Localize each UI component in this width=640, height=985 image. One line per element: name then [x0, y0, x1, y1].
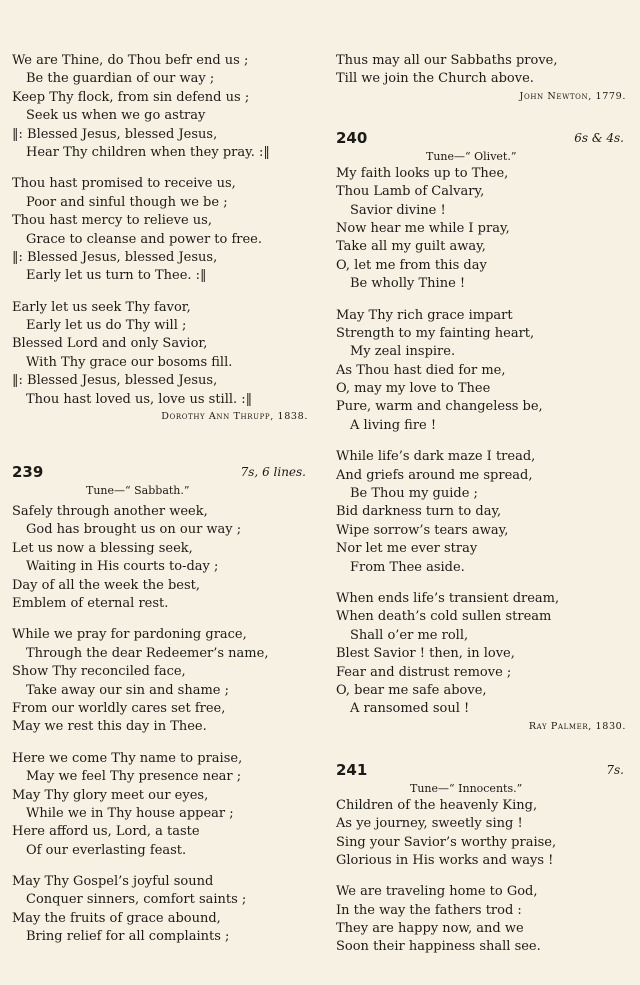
tune-name: Tune—“ Sabbath.”: [86, 484, 190, 498]
verse-line: Bid darkness turn to day,: [336, 504, 502, 520]
verse-line: ‖: Blessed Jesus, blessed Jesus,: [12, 373, 218, 389]
verse-line: Be the guardian of our way ;: [26, 71, 215, 87]
hymn-239-header: [12, 461, 308, 483]
tune-name: Tune—“ Innocents.”: [410, 781, 523, 795]
hymn-238-stanza-2: [12, 175, 308, 285]
verse-line: While life’s dark maze I tread,: [336, 449, 536, 465]
verse-line: While we pray for pardoning grace,: [12, 627, 247, 643]
verse-line: Waiting in His courts to-day ;: [26, 559, 219, 575]
hymn-239-stanza-2: [12, 626, 308, 736]
verse-line: Grace to cleanse and power to free.: [26, 231, 263, 247]
right-column: [336, 52, 626, 957]
hymn-meter: 7s, 6 lines.: [240, 465, 306, 480]
hymn-meter: 7s.: [606, 762, 624, 777]
hymn-240-stanza-2: [336, 307, 626, 436]
verse-line: Safely through another week,: [12, 504, 208, 520]
verse-line: A ransomed soul !: [350, 701, 470, 717]
verse-line: Till we join the Church above.: [336, 71, 534, 87]
verse-line: ‖: Blessed Jesus, blessed Jesus,: [12, 126, 218, 142]
verse-line: Be wholly Thine !: [350, 276, 466, 292]
verse-line: Show Thy reconciled face,: [12, 664, 186, 680]
verse-line: Thou hast mercy to relieve us,: [12, 213, 212, 229]
hymn-238-ending: [336, 52, 626, 89]
verse-line: We are Thine, do Thou befr end us ;: [12, 53, 249, 68]
verse-line: Shall o’er me roll,: [350, 627, 469, 643]
verse-line: Conquer sinners, comfort saints ;: [26, 892, 247, 908]
verse-line: We are traveling home to God,: [336, 884, 538, 900]
verse-line: From Thee aside.: [350, 559, 465, 575]
verse-line: With Thy grace our bosoms fill.: [26, 354, 233, 370]
verse-line: And griefs around me spread,: [336, 467, 533, 483]
verse-line: Through the dear Redeemer’s name,: [26, 645, 269, 661]
hymn-240-stanza-4: [336, 590, 626, 719]
verse-line: Here afford us, Lord, a taste: [12, 824, 200, 840]
verse-line: In the way the fathers trod :: [336, 902, 522, 918]
verse-line: Glorious in His works and ways !: [336, 852, 554, 868]
verse-line: Be Thou my guide ;: [350, 486, 478, 502]
verse-line: ‖: Blessed Jesus, blessed Jesus,: [12, 249, 218, 265]
verse-line: Early let us turn to Thee. :‖: [26, 268, 207, 284]
hymn-meter: 6s & 4s.: [574, 130, 624, 145]
verse-line: Children of the heavenly King,: [336, 797, 538, 813]
verse-line: May Thy glory meet our eyes,: [12, 787, 209, 803]
verse-line: Seek us when we go astray: [26, 108, 206, 124]
verse-line: O, let me from this day: [336, 257, 487, 273]
verse-line: A living fire !: [350, 417, 437, 433]
verse-line: Nor let me ever stray: [336, 541, 478, 557]
verse-line: Hear Thy children when they pray. :‖: [26, 144, 270, 160]
verse-line: When death’s cold sullen stream: [336, 609, 552, 625]
hymn-241-stanza-2: [336, 883, 626, 957]
verse-line: Fear and distrust remove ;: [336, 664, 512, 680]
hymn-number: 239: [12, 463, 44, 482]
verse-line: Thus may all our Sabbaths prove,: [336, 53, 558, 68]
verse-line: Bring relief for all complaints ;: [26, 929, 230, 945]
hymn-240-stanza-1: [336, 165, 626, 294]
verse-line: Here we come Thy name to praise,: [12, 750, 243, 766]
author-credit: Dorothy Ann Thrupp, 1838.: [161, 411, 308, 423]
verse-line: Thou Lamb of Calvary,: [336, 184, 485, 200]
verse-line: My zeal inspire.: [350, 344, 456, 360]
verse-line: Blessed Lord and only Savior,: [12, 336, 208, 352]
verse-line: Thou hast loved us, love us still. :‖: [26, 391, 253, 407]
hymn-239-stanza-3: [12, 750, 308, 860]
verse-line: Take away our sin and shame ;: [26, 682, 230, 698]
verse-line: O, bear me safe above,: [336, 682, 487, 698]
verse-line: May we feel Thy presence near ;: [26, 769, 242, 785]
verse-line: O, may my love to Thee: [336, 381, 491, 397]
left-column: [12, 52, 308, 947]
hymn-241-header: [336, 759, 626, 781]
hymn-number: 241: [336, 760, 368, 779]
hymn-241-stanza-1: [336, 797, 626, 871]
verse-line: Blest Savior ! then, in love,: [336, 646, 515, 662]
verse-line: Keep Thy flock, from sin defend us ;: [12, 89, 250, 105]
tune-name: Tune—“ Olivet.”: [426, 149, 517, 163]
verse-line: My faith looks up to Thee,: [336, 165, 509, 181]
author-credit: Ray Palmer, 1830.: [528, 720, 626, 732]
author-credit: John Newton, 1779.: [519, 90, 626, 102]
verse-line: Poor and sinful though we be ;: [26, 194, 228, 210]
verse-line: Thou hast promised to receive us,: [12, 176, 236, 192]
verse-line: While we in Thy house appear ;: [26, 805, 234, 821]
hymn-number: 240: [336, 128, 368, 147]
verse-line: God has brought us on our way ;: [26, 522, 242, 538]
verse-line: Early let us do Thy will ;: [26, 318, 187, 334]
hymn-239-stanza-4: [12, 873, 308, 947]
verse-line: May Thy Gospel’s joyful sound: [12, 874, 214, 890]
verse-line: Savior divine !: [350, 202, 446, 218]
verse-line: When ends life’s transient dream,: [336, 590, 560, 606]
verse-line: Now hear me while I pray,: [336, 220, 510, 236]
verse-line: Pure, warm and changeless be,: [336, 399, 543, 415]
verse-line: Take all my guilt away,: [336, 239, 486, 255]
verse-line: Let us now a blessing seek,: [12, 540, 193, 556]
verse-line: May Thy rich grace impart: [336, 307, 513, 323]
verse-line: May the fruits of grace abound,: [12, 910, 221, 926]
hymn-240-stanza-3: [336, 448, 626, 577]
verse-line: Early let us seek Thy favor,: [12, 299, 191, 315]
hymn-239-stanza-1: [12, 503, 308, 613]
verse-line: They are happy now, and we: [336, 921, 524, 937]
verse-line: Sing your Savior’s worthy praise,: [336, 834, 557, 850]
verse-line: Wipe sorrow’s tears away,: [336, 522, 509, 538]
verse-line: Soon their happiness shall see.: [336, 939, 541, 955]
hymn-238-stanza-1: [12, 52, 308, 162]
verse-line: May we rest this day in Thee.: [12, 719, 207, 735]
verse-line: As Thou hast died for me,: [336, 362, 506, 378]
verse-line: Day of all the week the best,: [12, 577, 201, 593]
hymn-240-header: [336, 127, 626, 149]
verse-line: As ye journey, sweetly sing !: [336, 816, 523, 832]
hymn-238-stanza-3: [12, 299, 308, 409]
verse-line: From our worldly cares set free,: [12, 700, 226, 716]
verse-line: Emblem of eternal rest.: [12, 595, 169, 611]
verse-line: Strength to my fainting heart,: [336, 325, 535, 341]
verse-line: Of our everlasting feast.: [26, 842, 187, 858]
